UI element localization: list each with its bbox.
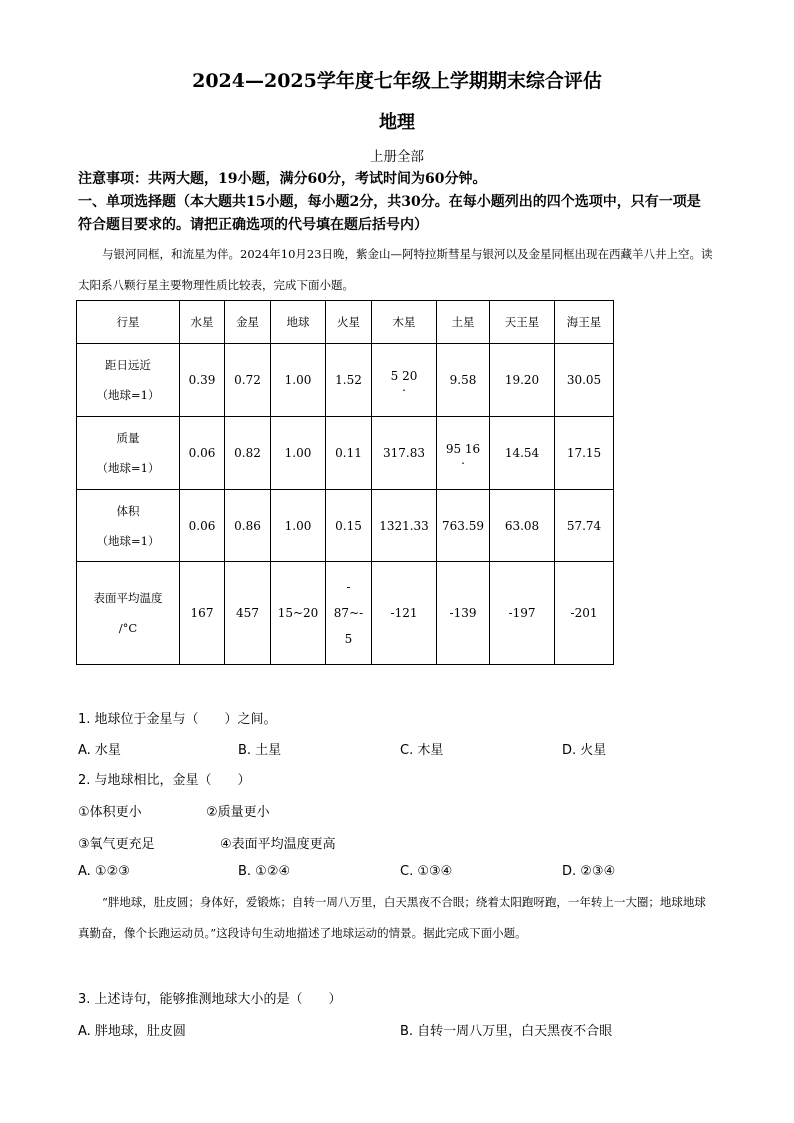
table-cell: 0.72	[225, 344, 271, 417]
table-cell: -197	[490, 562, 555, 665]
row-label-line: （地球=1）	[96, 388, 160, 402]
table-header-cell: 火星	[326, 301, 372, 344]
table-header-row	[77, 301, 614, 344]
question-3-stem: 3. 上述诗句，能够推测地球大小的是（ ）	[78, 992, 342, 1007]
q2-option-d: D. ②③④	[562, 864, 616, 879]
table-cell	[437, 417, 490, 490]
table-cell: 14.54	[490, 417, 555, 490]
exam-title: 2024—2025学年度七年级上学期期末综合评估	[192, 70, 602, 92]
table-header-cell: 水星	[180, 301, 225, 344]
table-cell: 0.39	[180, 344, 225, 417]
cell-line: .	[461, 453, 465, 467]
table-cell: 9.58	[437, 344, 490, 417]
section-heading: 一、单项选择题（本大题共15小题，每小题2分，共30分。在每小题列出的四个选项中，只有一项是符合题目要求的。请把正确选项的代号填在题后括号内）	[78, 194, 701, 233]
table-cell: -121	[372, 562, 437, 665]
table-cell: 167	[180, 562, 225, 665]
table-cell: 63.08	[490, 490, 555, 562]
q2-statement-3: ③氧气更充足	[78, 837, 155, 852]
table-cell: 1.00	[271, 344, 326, 417]
question-2-stem: 2. 与地球相比，金星（ ）	[78, 773, 251, 788]
table-cell: 19.20	[490, 344, 555, 417]
q3-option-b: B. 自转一周八万里，白天黑夜不合眼	[400, 1024, 613, 1039]
cell-line: .	[402, 380, 406, 394]
cell-line: 95 16	[445, 442, 481, 456]
row-label-distance	[77, 344, 180, 417]
table-row	[77, 490, 614, 562]
table-cell: 317.83	[372, 417, 437, 490]
row-label-mass	[77, 417, 180, 490]
table-cell: -201	[555, 562, 614, 665]
table-header-cell: 金星	[225, 301, 271, 344]
table-cell	[372, 344, 437, 417]
q2-statement-4: ④表面平均温度更高	[220, 837, 336, 852]
scope-label: 上册全部	[370, 149, 424, 165]
q2-statement-1: ①体积更小	[78, 805, 142, 820]
q3-option-a: A. 胖地球，肚皮圆	[78, 1024, 186, 1039]
cell-line: 5	[344, 632, 353, 646]
row-label-line: 质量	[116, 431, 140, 445]
table-row	[77, 562, 614, 665]
table-row	[77, 417, 614, 490]
passage-one: 与银河同框，和流星为伴。2024年10月23日晚，紫金山—阿特拉斯彗星与银河以及金星同框出现在西藏羊八井上空。读太阳系八颗行星主要物理性质比较表，完成下面小题。	[78, 247, 713, 292]
cell-line: -	[346, 580, 351, 594]
table-cell: 0.86	[225, 490, 271, 562]
table-header-cell: 行星	[77, 301, 180, 344]
table-header-cell: 天王星	[490, 301, 555, 344]
passage-two: “胖地球，肚皮圆；身体好，爱锻炼；自转一周八万里，白天黑夜不合眼；绕着太阳跑呀跑，一年转上一大圈；地球地球真勤奋，像个长跑运动员。”这段诗句生动地描述了地球运动的情景。据此完成下面小题。	[78, 895, 706, 940]
cell-line: 5 20	[390, 369, 418, 383]
table-cell: 1.00	[271, 417, 326, 490]
row-label-line: （地球=1）	[96, 461, 160, 475]
table-cell: 15~20	[271, 562, 326, 665]
subject-title: 地理	[379, 112, 415, 133]
row-label-temperature	[77, 562, 180, 665]
table-cell: 457	[225, 562, 271, 665]
table-cell: 1.52	[326, 344, 372, 417]
table-cell: -139	[437, 562, 490, 665]
planet-comparison-table	[76, 300, 614, 665]
q1-option-c: C. 木星	[400, 743, 444, 758]
table-cell: 0.82	[225, 417, 271, 490]
table-header-cell: 海王星	[555, 301, 614, 344]
notice-text: 注意事项：共两大题，19小题，满分60分，考试时间为60分钟。	[78, 171, 487, 187]
q1-option-b: B. 土星	[238, 743, 282, 758]
table-header-cell: 地球	[271, 301, 326, 344]
q2-option-b: B. ①②④	[238, 864, 291, 879]
table-header-cell: 土星	[437, 301, 490, 344]
q1-option-d: D. 火星	[562, 743, 607, 758]
table-cell	[326, 562, 372, 665]
row-label-line: 距日远近	[105, 358, 151, 372]
row-label-line: /°C	[118, 621, 138, 635]
q2-option-c: C. ①③④	[400, 864, 453, 879]
q2-statement-2: ②质量更小	[206, 805, 270, 820]
table-row	[77, 344, 614, 417]
table-header-cell: 木星	[372, 301, 437, 344]
q2-option-a: A. ①②③	[78, 864, 130, 879]
table-cell: 0.06	[180, 490, 225, 562]
question-1-stem: 1. 地球位于金星与（ ）之间。	[78, 712, 277, 727]
row-label-line: 表面平均温度	[93, 591, 163, 605]
row-label-line: 体积	[116, 503, 140, 518]
cell-line: 87~-	[333, 606, 364, 620]
table-cell: 1.00	[271, 490, 326, 562]
table-cell: 0.11	[326, 417, 372, 490]
table-cell: 1321.33	[372, 490, 437, 562]
table-cell: 30.05	[555, 344, 614, 417]
table-cell: 57.74	[555, 490, 614, 562]
table-cell: 0.15	[326, 490, 372, 562]
table-cell: 763.59	[437, 490, 490, 562]
row-label-line: （地球=1）	[96, 533, 160, 548]
row-label-volume	[77, 490, 180, 562]
q1-option-a: A. 水星	[78, 743, 121, 758]
table-cell: 0.06	[180, 417, 225, 490]
table-cell: 17.15	[555, 417, 614, 490]
